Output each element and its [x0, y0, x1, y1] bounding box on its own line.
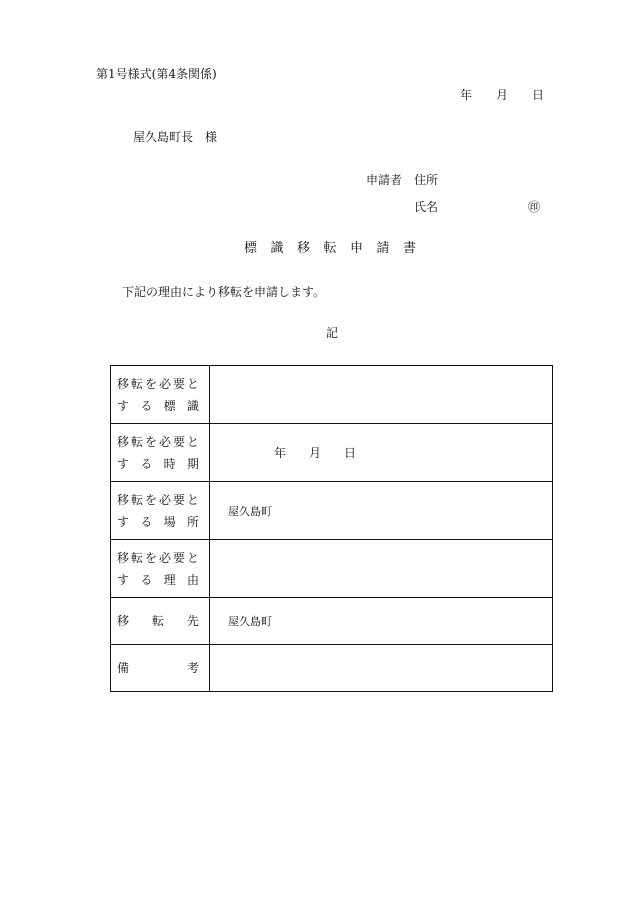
title-char: 転 — [323, 241, 337, 256]
title-char: 移 — [296, 241, 310, 256]
month-label: 月 — [495, 88, 508, 102]
value-period[interactable] — [210, 424, 553, 482]
addressee: 屋久島町長 様 — [133, 130, 218, 144]
title-char: 申 — [349, 241, 363, 256]
day-label: 日 — [343, 446, 356, 460]
title-char: 請 — [376, 241, 390, 256]
value-remarks[interactable] — [210, 645, 553, 692]
label-sign: 移 転 を 必 要 と す る 標 識 — [111, 366, 210, 424]
title-char: 標 — [244, 241, 258, 256]
day-label: 日 — [531, 88, 544, 102]
row-period — [111, 424, 553, 482]
applicant-name-label: 氏名 — [414, 200, 439, 214]
applicant-address-label: 申請者 住所 — [366, 173, 439, 187]
value-reason[interactable] — [210, 540, 553, 598]
form-number: 第1号様式(第4条関係) — [96, 67, 217, 81]
row-sign — [111, 366, 553, 424]
title-char: 書 — [402, 241, 416, 256]
row-destination — [111, 598, 553, 645]
row-place — [111, 482, 553, 540]
date-line — [460, 89, 544, 101]
intro-text: 下記の理由により移転を申請します。 — [122, 285, 326, 299]
value-destination[interactable]: 屋久島町 — [210, 598, 553, 645]
application-table — [110, 365, 553, 692]
row-remarks — [111, 645, 553, 692]
year-label: 年 — [274, 446, 287, 460]
month-label: 月 — [308, 446, 321, 460]
label-reason: 移 転 を 必 要 と す る 理 由 — [111, 540, 210, 598]
title-char: 識 — [270, 241, 284, 256]
value-place[interactable]: 屋久島町 — [210, 482, 553, 540]
label-destination: 移 転 先 — [111, 598, 210, 645]
label-remarks: 備 考 — [111, 645, 210, 692]
ki-heading: 記 — [326, 326, 339, 340]
document-title — [244, 242, 416, 255]
label-period: 移 転 を 必 要 と す る 時 期 — [111, 424, 210, 482]
row-reason — [111, 540, 553, 598]
value-sign[interactable] — [210, 366, 553, 424]
year-label: 年 — [460, 88, 473, 102]
label-place: 移 転 を 必 要 と す る 場 所 — [111, 482, 210, 540]
seal-mark: ㊞ — [528, 200, 541, 214]
